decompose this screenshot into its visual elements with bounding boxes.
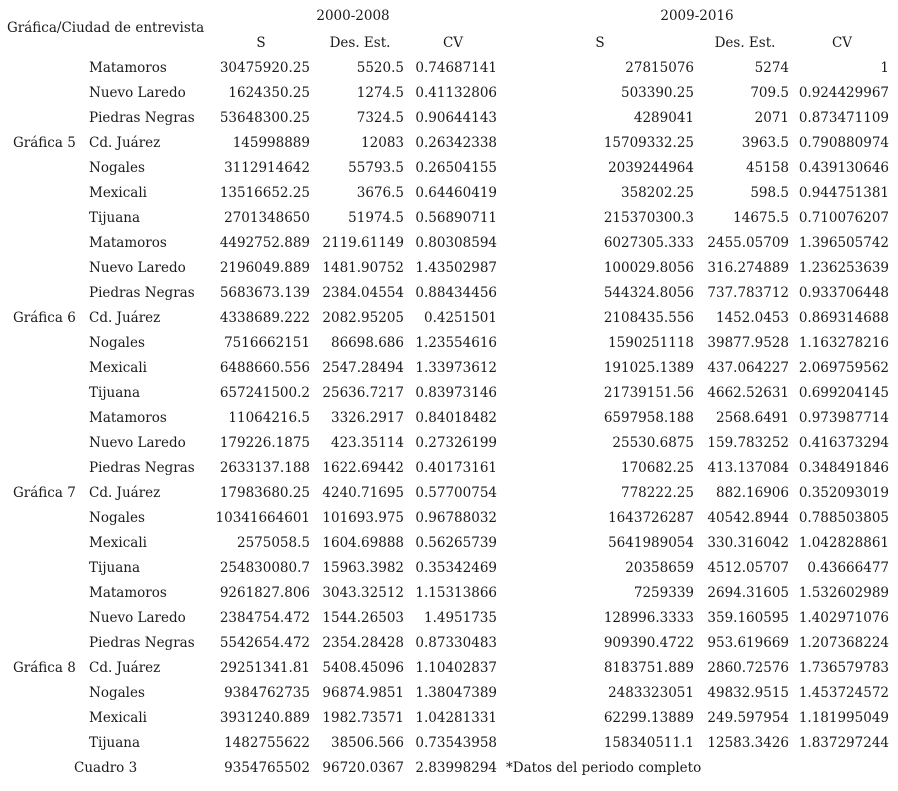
sd-2000-2008-cell: 1622.69442 xyxy=(322,460,404,476)
cv-2000-2008-cell: 1.43502987 xyxy=(415,260,497,276)
cv-2009-2016-cell: 1.181995049 xyxy=(798,710,889,726)
city-cell: Cd. Juárez xyxy=(89,135,161,151)
cv-2000-2008-cell: 0.26342338 xyxy=(415,135,497,151)
group-label: Gráfica 5 xyxy=(13,135,76,151)
sd-2000-2008-cell: 423.35114 xyxy=(330,435,404,451)
cv-2009-2016-cell: 1.532602989 xyxy=(798,585,889,601)
cv-2009-2016-cell: 0.788503805 xyxy=(798,510,889,526)
sd-2000-2008-cell: 38506.566 xyxy=(330,735,404,751)
cv-2000-2008-cell: 0.27326199 xyxy=(415,435,497,451)
cv-2000-2008-cell: 1.04281331 xyxy=(415,710,497,726)
s-2009-2016-cell: 27815076 xyxy=(625,60,694,76)
cv-2000-2008-cell: 0.56265739 xyxy=(415,535,497,551)
cv-2000-2008-cell: 0.57700754 xyxy=(415,485,497,501)
s-2009-2016-cell: 8183751.889 xyxy=(603,660,694,676)
s-2000-2008-cell: 1482755622 xyxy=(224,735,310,751)
sd-2000-2008-cell: 2384.04554 xyxy=(322,285,404,301)
s-2009-2016-cell: 2483323051 xyxy=(608,685,694,701)
s-2009-2016-cell: 62299.13889 xyxy=(603,710,694,726)
cv-2009-2016-cell: 0.790880974 xyxy=(798,135,889,151)
s-2009-2016-cell: 128996.3333 xyxy=(603,610,694,626)
s-2000-2008-cell: 30475920.25 xyxy=(219,60,310,76)
cv-2009-2016-cell: 0.416373294 xyxy=(798,435,889,451)
s-2009-2016-cell: 21739151.56 xyxy=(603,385,694,401)
s-2009-2016-cell: 909390.4722 xyxy=(603,635,694,651)
s-2000-2008-cell: 6488660.556 xyxy=(219,360,310,376)
sd-2009-2016-cell: 249.597954 xyxy=(707,710,789,726)
sd-2009-2016-cell: 359.160595 xyxy=(707,610,789,626)
s-2009-2016-cell: 6027305.333 xyxy=(603,235,694,251)
s-2000-2008-cell: 179226.1875 xyxy=(219,435,310,451)
cv-2000-2008-cell: 0.4251501 xyxy=(423,310,497,326)
cv-2009-2016-cell: 1 xyxy=(880,60,889,76)
sd-2009-2016-cell: 1452.0453 xyxy=(715,310,789,326)
cv-2000-2008-cell: 0.87330483 xyxy=(415,635,497,651)
cv-2009-2016-cell: 0.348491846 xyxy=(798,460,889,476)
cv-2000-2008-cell: 1.15313866 xyxy=(415,585,497,601)
s-2000-2008-cell: 2633137.188 xyxy=(219,460,310,476)
city-cell: Mexicali xyxy=(89,710,147,726)
cv-2009-2016-cell: 2.069759562 xyxy=(798,360,889,376)
s-2009-2016-cell: 5641989054 xyxy=(608,535,694,551)
s-header-2: S xyxy=(595,35,605,51)
s-2000-2008-cell: 2575058.5 xyxy=(236,535,310,551)
s-2009-2016-cell: 2039244964 xyxy=(608,160,694,176)
row-label-header: Gráfica/Ciudad de entrevista xyxy=(7,20,205,36)
s-2009-2016-cell: 7259339 xyxy=(633,585,694,601)
sd-2000-2008-cell: 5520.5 xyxy=(356,60,404,76)
city-cell: Nuevo Laredo xyxy=(89,85,186,101)
sd-2000-2008-cell: 25636.7217 xyxy=(322,385,404,401)
city-cell: Cd. Juárez xyxy=(89,660,161,676)
cv-2000-2008-cell: 1.10402837 xyxy=(415,660,497,676)
s-2009-2016-cell: 1643726287 xyxy=(608,510,694,526)
s-2000-2008-cell: 11064216.5 xyxy=(228,410,310,426)
city-cell: Mexicali xyxy=(89,185,147,201)
sd-2000-2008-cell: 2354.28428 xyxy=(322,635,404,651)
s-2000-2008-cell: 9384762735 xyxy=(224,685,310,701)
sd-2000-2008-cell: 96874.9851 xyxy=(322,685,404,701)
city-cell: Tijuana xyxy=(89,560,140,576)
cv-2000-2008-cell: 0.41132806 xyxy=(415,85,497,101)
group-label: Gráfica 8 xyxy=(13,660,76,676)
cv-2009-2016-cell: 1.837297244 xyxy=(798,735,889,751)
city-cell: Cd. Juárez xyxy=(89,485,161,501)
cv-2000-2008-cell: 0.56890711 xyxy=(415,210,497,226)
s-2009-2016-cell: 358202.25 xyxy=(620,185,694,201)
cv-2009-2016-cell: 1.453724572 xyxy=(798,685,889,701)
sd-2009-2016-cell: 316.274889 xyxy=(707,260,789,276)
s-2000-2008-cell: 145998889 xyxy=(232,135,310,151)
cv-2000-2008-cell: 0.96788032 xyxy=(415,510,497,526)
sd-2000-2008-cell: 2547.28494 xyxy=(322,360,404,376)
sd-2009-2016-cell: 40542.8944 xyxy=(707,510,789,526)
sd-2009-2016-cell: 598.5 xyxy=(750,185,789,201)
s-2000-2008-cell: 29251341.81 xyxy=(219,660,310,676)
city-cell: Nogales xyxy=(89,685,145,701)
s-2000-2008-cell: 4338689.222 xyxy=(219,310,310,326)
s-2000-2008-cell: 3931240.889 xyxy=(219,710,310,726)
sd-2000-2008-cell: 3326.2917 xyxy=(330,410,404,426)
cv-2000-2008-cell: 0.84018482 xyxy=(415,410,497,426)
s-2009-2016-cell: 215370300.3 xyxy=(603,210,694,226)
footer-sd: 96720.0367 xyxy=(322,760,404,776)
sd-2000-2008-cell: 15963.3982 xyxy=(322,560,404,576)
s-2000-2008-cell: 5683673.139 xyxy=(219,285,310,301)
sd-2000-2008-cell: 7324.5 xyxy=(356,110,404,126)
s-2009-2016-cell: 1590251118 xyxy=(608,335,694,351)
sd-2009-2016-cell: 2071 xyxy=(754,110,789,126)
sd-2000-2008-cell: 2119.61149 xyxy=(322,235,404,251)
sd-2009-2016-cell: 953.619669 xyxy=(707,635,789,651)
cv-2009-2016-cell: 0.439130646 xyxy=(798,160,889,176)
cv-2009-2016-cell: 1.396505742 xyxy=(798,235,889,251)
sd-2009-2016-cell: 437.064227 xyxy=(707,360,789,376)
cv-2009-2016-cell: 1.402971076 xyxy=(798,610,889,626)
sd-2009-2016-cell: 2694.31605 xyxy=(707,585,789,601)
city-cell: Nuevo Laredo xyxy=(89,260,186,276)
cv-2000-2008-cell: 1.33973612 xyxy=(415,360,497,376)
city-cell: Nogales xyxy=(89,335,145,351)
s-2009-2016-cell: 170682.25 xyxy=(620,460,694,476)
s-2000-2008-cell: 2196049.889 xyxy=(219,260,310,276)
footer-label: Cuadro 3 xyxy=(74,760,138,776)
sd-2000-2008-cell: 86698.686 xyxy=(330,335,404,351)
s-2000-2008-cell: 5542654.472 xyxy=(219,635,310,651)
s-2000-2008-cell: 254830080.7 xyxy=(219,560,310,576)
s-2000-2008-cell: 4492752.889 xyxy=(219,235,310,251)
cv-2000-2008-cell: 0.40173161 xyxy=(415,460,497,476)
cv-header-1: CV xyxy=(442,35,464,51)
city-cell: Nuevo Laredo xyxy=(89,435,186,451)
sd-2009-2016-cell: 5274 xyxy=(754,60,789,76)
s-2009-2016-cell: 20358659 xyxy=(625,560,694,576)
sd-2009-2016-cell: 882.16906 xyxy=(715,485,789,501)
sd-2009-2016-cell: 737.783712 xyxy=(707,285,789,301)
city-cell: Piedras Negras xyxy=(89,635,195,651)
cv-2000-2008-cell: 0.64460419 xyxy=(415,185,497,201)
sd-2009-2016-cell: 3963.5 xyxy=(741,135,789,151)
sd-2009-2016-cell: 12583.3426 xyxy=(707,735,789,751)
sd-2009-2016-cell: 2568.6491 xyxy=(715,410,789,426)
sd-2000-2008-cell: 3043.32512 xyxy=(322,585,404,601)
city-cell: Cd. Juárez xyxy=(89,310,161,326)
cv-2000-2008-cell: 0.83973146 xyxy=(415,385,497,401)
city-cell: Matamoros xyxy=(89,410,167,426)
s-2009-2016-cell: 544324.8056 xyxy=(603,285,694,301)
s-2000-2008-cell: 7516662151 xyxy=(224,335,310,351)
footer-s: 9354765502 xyxy=(224,760,310,776)
city-cell: Piedras Negras xyxy=(89,285,195,301)
group-label: Gráfica 7 xyxy=(13,485,76,501)
cv-2000-2008-cell: 0.73543958 xyxy=(415,735,497,751)
city-cell: Matamoros xyxy=(89,60,167,76)
cv-2009-2016-cell: 1.236253639 xyxy=(798,260,889,276)
sd-2000-2008-cell: 12083 xyxy=(361,135,404,151)
cv-2000-2008-cell: 1.38047389 xyxy=(415,685,497,701)
sd-header-1: Des. Est. xyxy=(329,35,391,51)
sd-2000-2008-cell: 4240.71695 xyxy=(322,485,404,501)
s-2000-2008-cell: 13516652.25 xyxy=(219,185,310,201)
cv-2000-2008-cell: 0.26504155 xyxy=(415,160,497,176)
cv-2009-2016-cell: 0.924429967 xyxy=(798,85,889,101)
city-cell: Tijuana xyxy=(89,210,140,226)
sd-2000-2008-cell: 1604.69888 xyxy=(322,535,404,551)
sd-2009-2016-cell: 4662.52631 xyxy=(707,385,789,401)
city-cell: Matamoros xyxy=(89,235,167,251)
sd-2009-2016-cell: 14675.5 xyxy=(733,210,789,226)
city-cell: Piedras Negras xyxy=(89,460,195,476)
city-cell: Piedras Negras xyxy=(89,110,195,126)
sd-2009-2016-cell: 45158 xyxy=(746,160,789,176)
s-2000-2008-cell: 10341664601 xyxy=(215,510,310,526)
footer-note: *Datos del periodo completo xyxy=(506,760,702,776)
sd-header-2: Des. Est. xyxy=(714,35,776,51)
sd-2009-2016-cell: 709.5 xyxy=(750,85,789,101)
s-2009-2016-cell: 4289041 xyxy=(633,110,694,126)
s-header-1: S xyxy=(256,35,266,51)
cv-2000-2008-cell: 0.35342469 xyxy=(415,560,497,576)
cv-2009-2016-cell: 0.973987714 xyxy=(798,410,889,426)
sd-2009-2016-cell: 2860.72576 xyxy=(707,660,789,676)
s-2000-2008-cell: 2384754.472 xyxy=(219,610,310,626)
period-2-header: 2009-2016 xyxy=(660,8,734,24)
s-2000-2008-cell: 3112914642 xyxy=(224,160,310,176)
s-2009-2016-cell: 15709332.25 xyxy=(603,135,694,151)
sd-2000-2008-cell: 101693.975 xyxy=(322,510,404,526)
cv-2000-2008-cell: 0.90644143 xyxy=(415,110,497,126)
city-cell: Tijuana xyxy=(89,735,140,751)
city-cell: Tijuana xyxy=(89,385,140,401)
cv-2009-2016-cell: 0.873471109 xyxy=(798,110,889,126)
s-2000-2008-cell: 9261827.806 xyxy=(219,585,310,601)
cv-2009-2016-cell: 1.736579783 xyxy=(798,660,889,676)
sd-2000-2008-cell: 1544.26503 xyxy=(322,610,404,626)
cv-header-2: CV xyxy=(831,35,853,51)
city-cell: Mexicali xyxy=(89,535,147,551)
sd-2000-2008-cell: 1982.73571 xyxy=(322,710,404,726)
s-2000-2008-cell: 2701348650 xyxy=(224,210,310,226)
sd-2000-2008-cell: 2082.95205 xyxy=(322,310,404,326)
cv-2009-2016-cell: 0.710076207 xyxy=(798,210,889,226)
sd-2000-2008-cell: 51974.5 xyxy=(348,210,404,226)
s-2009-2016-cell: 100029.8056 xyxy=(603,260,694,276)
sd-2009-2016-cell: 39877.9528 xyxy=(707,335,789,351)
cv-2000-2008-cell: 0.80308594 xyxy=(415,235,497,251)
sd-2000-2008-cell: 3676.5 xyxy=(356,185,404,201)
sd-2009-2016-cell: 2455.05709 xyxy=(707,235,789,251)
s-2009-2016-cell: 6597958.188 xyxy=(603,410,694,426)
cv-2000-2008-cell: 0.88434456 xyxy=(415,285,497,301)
sd-2009-2016-cell: 413.137084 xyxy=(707,460,789,476)
cv-2009-2016-cell: 0.944751381 xyxy=(798,185,889,201)
sd-2009-2016-cell: 4512.05707 xyxy=(707,560,789,576)
s-2000-2008-cell: 657241500.2 xyxy=(219,385,310,401)
cv-2009-2016-cell: 0.43666477 xyxy=(807,560,889,576)
cv-2000-2008-cell: 1.4951735 xyxy=(423,610,497,626)
sd-2009-2016-cell: 330.316042 xyxy=(707,535,789,551)
sd-2009-2016-cell: 159.783252 xyxy=(707,435,789,451)
sd-2009-2016-cell: 49832.9515 xyxy=(707,685,789,701)
sd-2000-2008-cell: 1274.5 xyxy=(356,85,404,101)
cv-2009-2016-cell: 0.933706448 xyxy=(798,285,889,301)
s-2009-2016-cell: 25530.6875 xyxy=(612,435,694,451)
cv-2009-2016-cell: 1.207368224 xyxy=(798,635,889,651)
sd-2000-2008-cell: 5408.45096 xyxy=(322,660,404,676)
group-label: Gráfica 6 xyxy=(13,310,76,326)
cv-2009-2016-cell: 0.869314688 xyxy=(798,310,889,326)
cv-2009-2016-cell: 0.699204145 xyxy=(798,385,889,401)
city-cell: Nogales xyxy=(89,160,145,176)
s-2009-2016-cell: 2108435.556 xyxy=(603,310,694,326)
cv-2000-2008-cell: 1.23554616 xyxy=(415,335,497,351)
s-2009-2016-cell: 158340511.1 xyxy=(603,735,694,751)
cv-2000-2008-cell: 0.74687141 xyxy=(415,60,497,76)
city-cell: Nogales xyxy=(89,510,145,526)
sd-2000-2008-cell: 1481.90752 xyxy=(322,260,404,276)
city-cell: Matamoros xyxy=(89,585,167,601)
period-1-header: 2000-2008 xyxy=(316,8,390,24)
s-2000-2008-cell: 17983680.25 xyxy=(219,485,310,501)
cv-2009-2016-cell: 1.042828861 xyxy=(798,535,889,551)
cv-2009-2016-cell: 1.163278216 xyxy=(798,335,889,351)
city-cell: Nuevo Laredo xyxy=(89,610,186,626)
footer-cv: 2.83998294 xyxy=(415,760,497,776)
s-2009-2016-cell: 778222.25 xyxy=(620,485,694,501)
s-2000-2008-cell: 53648300.25 xyxy=(219,110,310,126)
s-2009-2016-cell: 191025.1389 xyxy=(603,360,694,376)
sd-2000-2008-cell: 55793.5 xyxy=(348,160,404,176)
s-2009-2016-cell: 503390.25 xyxy=(620,85,694,101)
s-2000-2008-cell: 1624350.25 xyxy=(228,85,310,101)
cv-2009-2016-cell: 0.352093019 xyxy=(798,485,889,501)
city-cell: Mexicali xyxy=(89,360,147,376)
